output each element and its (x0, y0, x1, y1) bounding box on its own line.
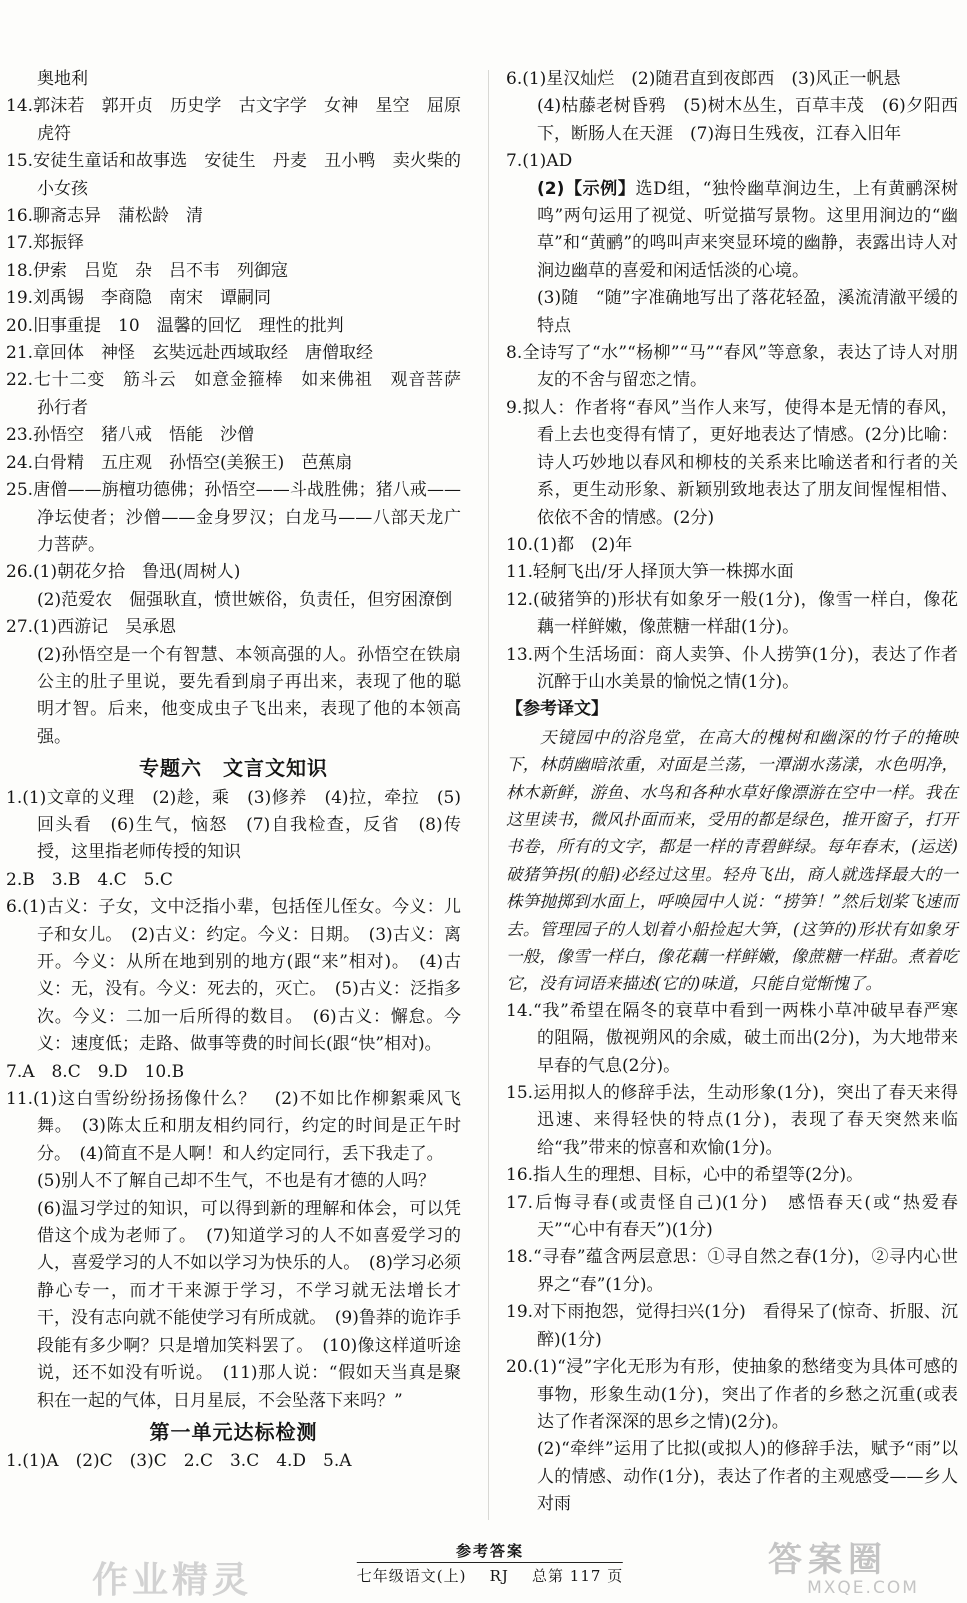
answer-item: 22.七十二变 筋斗云 如意金箍棒 如来佛祖 观音菩萨 孙行者 (6, 370, 478, 418)
answer-item: (2)“牵绊”运用了比拟(或拟人)的修辞手法，赋予“雨”以人的情感、动作(1分)，表达了作者的主观感受——乡人对雨 (537, 1439, 958, 1515)
page-footer (357, 1540, 623, 1586)
answer-item: 16.指人生的理想、目标，心中的希望等(2分)。 (506, 1165, 864, 1186)
footer-subject: 七年级语文(上) (356, 1567, 467, 1585)
answer-item: 18.“寻春”蕴含两层意思：①寻自然之春(1分)，②寻内心世界之“春”(1分)。 (506, 1247, 958, 1295)
answer-item: 6.(1)古义：子女，文中泛指小辈，包括侄儿侄女。今义：儿子和女儿。 (2)古义：约定。今义：日期。 (3)古义：离开。今义：从所在地到别的地方(跟“来”相对)。 (4)古义：无，没有。今义：死去的，灭亡。 (5)古义：泛指多次。今义：二加一后所得的数目。 (6)古义：懈怠。今义：速度低；走路、做事等费的时间长(跟“快”相对)。 (6, 897, 461, 1055)
answer-item: 1.(1)A (2)C (3)C 2.C 3.C 4.D 5.A (6, 1451, 352, 1472)
answer-item: (2)范爱农 倔强耿直，愤世嫉俗，负责任，但穷困潦倒 (37, 589, 453, 610)
answer-item: 8.全诗写了“水”“杨柳”“马”“春风”等意象，表达了诗人对朋友的不舍与留恋之情。 (506, 343, 958, 391)
footer-info (357, 1563, 623, 1586)
answer-item: 20.(1)“浸”字化无形为有形，使抽象的愁绪变为具体可感的事物，形象生动(1分)，突出了作者的乡愁之沉重(或表达了作者深深的思乡之情)(2分)。 (506, 1357, 958, 1432)
answer-item: (3)随 “随”字准确地写出了落花轻盈，溪流清澈平缓的特点 (537, 288, 958, 336)
answer-item: 25.唐僧——旃檀功德佛；孙悟空——斗战胜佛；猪八戒——净坛使者；沙僧——金身罗汉；白龙马——八部天龙广力菩萨。 (6, 480, 461, 555)
left-column (6, 66, 478, 1476)
answer-item: 14.“我”希望在隔冬的衰草中看到一两株小草冲破早春严寒的阻隔，傲视朔风的余威，破土而出(2分)，为大地带来早春的气息(2分)。 (506, 1000, 958, 1076)
answer-item: 24.白骨精 五庄观 孙悟空(美猴王) 芭蕉扇 (6, 452, 353, 473)
footer-page-number: 总第 117 页 (532, 1567, 624, 1585)
answer-item (506, 176, 958, 286)
answer-item: (5)别人不了解自己却不生气，不也是有才德的人吗？ (37, 1171, 436, 1192)
answer-item: (6)温习学过的知识，可以得到新的理解和体会，可以凭借这个成为老师了。 (7)知道学习的人不如喜爱学习的人，喜爱学习的人不如以学习为快乐的人。 (8)学习必须静心专一，而才干来源于学习，不学习就无法增长才干，没有志向就不能使学习有所成就。 (9)鲁莽的诡诈手段能有多少啊？只是增加笑料罢了。 (10)像这样道听途说，还不如没有听说。 (11)那人说：“假如天当真是聚积在一起的气体，日月星辰，不会坠落下来吗？” (37, 1198, 461, 1411)
answer-item: 7.A 8.C 9.D 10.B (6, 1061, 185, 1082)
answer-item: (4)枯藤老树昏鸦 (5)树木丛生，百草丰茂 (6)夕阳西下，断肠人在天涯 (7)海日生残夜，江春入旧年 (537, 96, 958, 144)
site-watermark-cn: 答案圈 (768, 1540, 888, 1580)
answer-item: 12.(破猪笋的)形状有如象牙一般(1分)，像雪一样白，像花藕一样鲜嫩，像蔗糖一样甜(1分)。 (506, 589, 958, 638)
site-watermark-en: MXQE.COM (807, 1578, 919, 1598)
answer-item: (2)孙悟空是一个有智慧、本领高强的人。孙悟空在铁扇公主的肚子里说，要先看到扇子再出来，表现了他的聪明才智。后来，他变成虫子飞出来，表现了他的本领高强。 (37, 644, 461, 747)
section-heading: 第一单元达标检测 (149, 1419, 318, 1444)
answer-item: 19.刘禹锡 李商隐 南宋 谭嗣同 (6, 288, 272, 309)
footer-label: 参考答案 (357, 1540, 623, 1563)
answer-item: 11.轻舸飞出/牙人择顶大笋一株掷水面 (506, 562, 794, 583)
answer-item: 17.郑振铎 (6, 233, 85, 254)
answer-item: 13.两个生活场面：商人卖笋、仆人捞笋(1分)，表达了作者沉醉于山水美景的愉悦之情(1分)。 (506, 644, 958, 692)
answer-item: 21.章回体 神怪 玄奘远赴西域取经 唐僧取经 (6, 343, 374, 364)
answer-item: 6.(1)星汉灿烂 (2)随君直到夜郎西 (3)风正一帆悬 (506, 69, 901, 89)
answer-item: 奥地利 (37, 69, 88, 89)
answer-item: 20.旧事重提 10 温馨的回忆 理性的批判 (6, 315, 344, 336)
answer-item: 1.(1)文章的义理 (2)趁，乘 (3)修养 (4)拉，牵拉 (5)回头看 (6)生气，恼怒 (7)自我检查，反省 (8)传授，这里指老师传授的知识 (6, 787, 461, 863)
right-column (506, 66, 958, 1519)
example-tag: (2)【示例】 (537, 178, 636, 199)
answer-text: 选D组，“独怜幽草涧边生，上有黄鹂深树鸣”两句运用了视觉、听觉描写景物。这里用涧边的“幽草”和“黄鹂”的鸣叫声来突显环境的幽静，表露出诗人对涧边幽草的喜爱和闲适恬淡的心境。 (537, 178, 958, 281)
answer-item: 11.(1)这白雪纷纷扬扬像什么？ (2)不如比作柳絮乘风飞舞。 (3)陈太丘和朋友相约同行，约定的时间是正午时分。 (4)简直不是人啊！和人约定同行，丢下我走了。 (6, 1089, 461, 1164)
site-watermark (768, 1542, 958, 1596)
translation-label: 【参考译文】 (506, 699, 608, 720)
answer-item: 23.孙悟空 猪八戒 悟能 沙僧 (6, 425, 255, 446)
reference-translation: 天镜园中的浴凫堂，在高大的槐树和幽深的竹子的掩映下，林荫幽暗浓重，对面是兰荡，一潭湖水荡漾，水色明净，林木新鲜，游鱼、水鸟和各种水草好像漂游在空中一样。我在这里读书，微风扑面而来，受用的都是绿色，推开窗子，打开书卷，所有的文字，都是一样的青碧鲜绿。每年春末，(运送)破猪笋拐(的船)必经过这里。轻舟飞出，商人就选择最大的一株笋抛掷到水面上，呼唤园中人说：“捞笋！”然后划桨飞速而去。管理园子的人划着小船捡起大笋，(这笋的)形状有如象牙一般，像雪一样白，像花藕一样鲜嫩，像蔗糖一样甜。煮着吃它，没有词语来描述(它的)味道，只能自觉惭愧了。 (506, 727, 958, 994)
answer-item: 16.聊斋志异 蒲松龄 清 (6, 206, 204, 227)
answer-item: 9.拟人：作者将“春风”当作人来写，使得本是无情的春风，看上去也变得有情了，更好地表达了情感。(2分)比喻：诗人巧妙地以春风和柳枝的关系来比喻送者和行者的关系，更生动形象、新颖别致地表达了朋友间惺惺相惜、依依不舍的情感。(2分) (506, 397, 958, 528)
footer-edition: RJ (489, 1567, 509, 1585)
answer-item: 14.郭沫若 郭开贞 历史学 古文字学 女神 星空 屈原 虎符 (6, 96, 478, 144)
answer-item: 2.B 3.B 4.C 5.C (6, 869, 173, 890)
answer-item: 10.(1)都 (2)年 (506, 534, 633, 555)
answer-item: 26.(1)朝花夕拾 鲁迅(周树人) (6, 562, 241, 583)
answer-item: 15.安徒生童话和故事选 安徒生 丹麦 丑小鸭 卖火柴的小女孩 (6, 151, 461, 199)
answer-item: 18.伊索 吕览 杂 吕不韦 列御寇 (6, 260, 289, 281)
column-divider (488, 70, 489, 1520)
section-heading: 专题六 文言文知识 (139, 756, 328, 781)
answer-item: 7.(1)AD (506, 151, 573, 172)
answer-item: 15.运用拟人的修辞手法，生动形象(1分)，突出了春天来得迅速、来得轻快的特点(1分)，表现了春天突然来临给“我”带来的惊喜和欢愉(1分)。 (506, 1083, 958, 1158)
answer-item: 27.(1)西游记 吴承恩 (6, 617, 177, 638)
watermark-bottom-left: 作业精灵 (92, 1560, 253, 1601)
answer-item: 17.后悔寻春(或责怪自己)(1分) 感悟春天(或“热爱春天”“心中有春天”)(1分) (506, 1192, 958, 1241)
answer-item: 19.对下雨抱怨，觉得扫兴(1分) 看得呆了(惊奇、折服、沉醉)(1分) (506, 1302, 958, 1350)
